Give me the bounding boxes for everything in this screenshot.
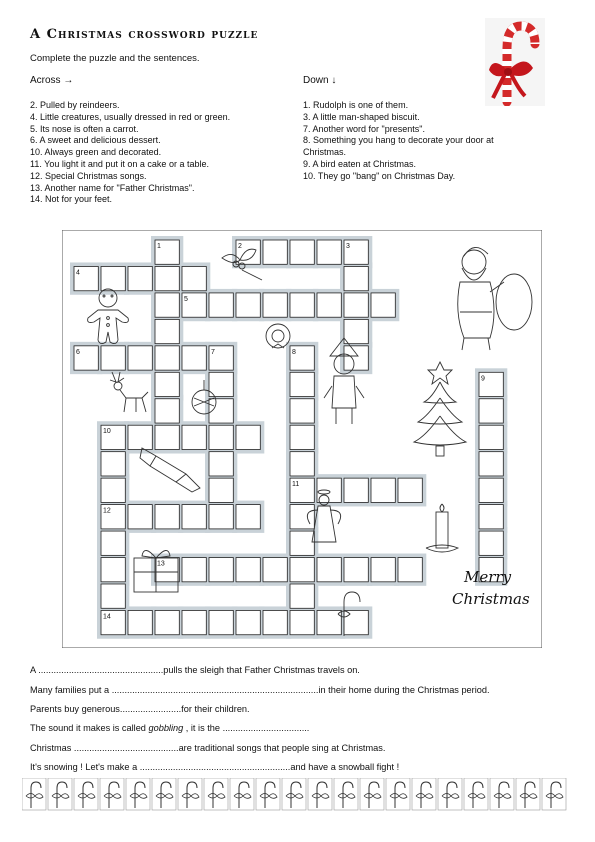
crossword-cell[interactable] [479, 478, 503, 502]
across-clue: 4. Little creatures, usually dressed in red or green. [30, 111, 231, 122]
crossword-cell[interactable] [290, 399, 314, 423]
crossword-cell[interactable] [209, 372, 233, 396]
clue-number: 13 [157, 560, 165, 568]
crossword-cell[interactable] [344, 266, 368, 290]
crossword-cell[interactable] [155, 266, 179, 290]
crossword-cell[interactable] [155, 399, 179, 423]
answer-blank[interactable]: ........................ [119, 704, 182, 714]
crossword-cell[interactable] [344, 346, 368, 370]
crossword-cell[interactable] [209, 558, 233, 582]
clue-number: 6 [76, 348, 80, 356]
candy-cane-icon [490, 778, 514, 810]
clue-number: 11 [292, 481, 300, 489]
candy-cane-icon [485, 18, 545, 106]
crossword-cell[interactable] [290, 372, 314, 396]
crossword-cell[interactable] [155, 505, 179, 529]
across-clue: 10. Always green and decorated. [30, 147, 162, 158]
crossword-cell[interactable] [155, 319, 179, 343]
crossword-cell[interactable] [236, 425, 260, 449]
answer-blank[interactable]: ........................................................... [139, 762, 291, 772]
crossword-cell[interactable] [290, 558, 314, 582]
crossword-cell[interactable] [371, 478, 395, 502]
crossword-cell[interactable] [344, 558, 368, 582]
clue-number: 12 [103, 507, 111, 515]
merry-text: Merry [464, 568, 512, 586]
crossword-cell[interactable] [263, 558, 287, 582]
candy-cane-icon [282, 778, 306, 810]
crossword-cell[interactable] [317, 610, 341, 634]
crossword-cell[interactable] [209, 610, 233, 634]
crossword-cell[interactable] [371, 558, 395, 582]
crossword-cell[interactable] [209, 293, 233, 317]
crossword-cell[interactable] [128, 610, 152, 634]
candy-cane-icon [542, 778, 566, 810]
crossword-cell[interactable] [236, 293, 260, 317]
crossword-cell[interactable] [290, 452, 314, 476]
crossword-cell[interactable] [344, 319, 368, 343]
crossword-cell[interactable] [398, 478, 422, 502]
christmas-text: Christmas [452, 590, 530, 608]
crossword-cell[interactable] [209, 452, 233, 476]
down-clue: 3. A little man-shaped biscuit. [303, 111, 420, 122]
crossword-cell[interactable] [209, 505, 233, 529]
candy-cane-icon [438, 778, 462, 810]
across-clue: 6. A sweet and delicious dessert. [30, 135, 161, 146]
crossword-cell[interactable] [479, 531, 503, 555]
candy-cane-icon [464, 778, 488, 810]
crossword-cell[interactable] [263, 610, 287, 634]
candy-cane-icon [412, 778, 436, 810]
sentence-line: The sound it makes is called gobbling , it is the .................................. [30, 723, 310, 733]
down-heading: Down ↓ [303, 75, 337, 86]
crossword-cell[interactable] [128, 266, 152, 290]
crossword-cell[interactable] [371, 293, 395, 317]
crossword-cell[interactable] [182, 425, 206, 449]
candy-cane-icon [178, 778, 202, 810]
crossword-cell[interactable] [155, 293, 179, 317]
crossword-cell[interactable] [479, 425, 503, 449]
across-clue: 2. Pulled by reindeers. [30, 100, 120, 110]
crossword-cell[interactable] [182, 505, 206, 529]
crossword-cell[interactable] [290, 425, 314, 449]
candy-cane-icon [360, 778, 384, 810]
sentence-line: Christmas .........................................are traditional songs that people sing at Christmas. [30, 743, 386, 753]
crossword-cell[interactable] [128, 346, 152, 370]
candy-cane-icon [256, 778, 280, 810]
across-clue: 12. Special Christmas songs. [30, 170, 147, 181]
candy-cane-icon [386, 778, 410, 810]
sentence-line: Parents buy generous........................for their children. [30, 704, 250, 714]
clue-number: 5 [184, 295, 188, 303]
clue-number: 1 [157, 243, 161, 250]
down-clue: 8. Something you hang to decorate your door at [303, 135, 494, 146]
crossword-cell[interactable] [209, 425, 233, 449]
crossword-cell[interactable] [290, 240, 314, 264]
crossword-cell[interactable] [182, 558, 206, 582]
crossword-cell[interactable] [182, 346, 206, 370]
clue-number: 7 [211, 348, 215, 356]
sentence-line: It's snowing ! Let's make a ...........................................................and have a snowball fight ! [30, 762, 400, 772]
across-clue: 14. Not for your feet. [30, 194, 113, 205]
down-clue: 9. A bird eaten at Christmas. [303, 158, 417, 169]
crossword-cell[interactable] [101, 558, 125, 582]
sentence-line: A .................................................pulls the sleigh that Father Christmas travels on. [30, 665, 360, 675]
instructions: Complete the puzzle and the sentences. [30, 53, 200, 64]
crossword-cell[interactable] [101, 266, 125, 290]
clue-number: 10 [103, 428, 111, 436]
clue-number: 2 [238, 243, 242, 250]
crossword-board [62, 230, 542, 648]
down-clue: 7. Another word for "presents". [303, 123, 425, 134]
across-heading: Across → [30, 75, 74, 86]
crossword-cell[interactable] [263, 293, 287, 317]
crossword-cell[interactable] [290, 505, 314, 529]
crossword-cell[interactable] [479, 505, 503, 529]
crossword-cell[interactable] [236, 558, 260, 582]
crossword-cell[interactable] [101, 478, 125, 502]
crossword-cell[interactable] [317, 293, 341, 317]
candy-cane-icon [204, 778, 228, 810]
crossword-cell[interactable] [101, 584, 125, 608]
crossword-cell[interactable] [155, 610, 179, 634]
crossword-cell[interactable] [182, 610, 206, 634]
crossword-cell[interactable] [101, 346, 125, 370]
candy-cane-icon [308, 778, 332, 810]
crossword-cell[interactable] [290, 584, 314, 608]
crossword-cell[interactable] [128, 425, 152, 449]
answer-blank[interactable]: ................................................................................. [111, 685, 319, 695]
crossword-cell[interactable] [317, 240, 341, 264]
crossword-cell[interactable] [236, 505, 260, 529]
sentence-line: Many families put a .................................................................................in their home during the Christmas period. [30, 685, 490, 695]
answer-blank[interactable]: ......................................... [73, 743, 179, 753]
candy-cane-icon [22, 778, 46, 810]
across-clue: 11. You light it and put it on a cake or a table. [30, 158, 209, 169]
candy-cane-icon [126, 778, 150, 810]
crossword-cell[interactable] [344, 293, 368, 317]
answer-blank[interactable]: .................................. [222, 723, 310, 733]
candy-cane-icon [516, 778, 540, 810]
crossword-cell[interactable] [101, 531, 125, 555]
crossword-cell[interactable] [344, 610, 368, 634]
crossword-cell[interactable] [317, 558, 341, 582]
crossword-cell[interactable] [101, 452, 125, 476]
across-clue-list [30, 100, 230, 206]
clue-number: 9 [481, 375, 485, 383]
down-clue-list [303, 100, 494, 183]
crossword-cell[interactable] [155, 425, 179, 449]
crossword-cell[interactable] [263, 240, 287, 264]
crossword-cell[interactable] [128, 505, 152, 529]
candy-cane-icon [152, 778, 176, 810]
candy-cane-icon [230, 778, 254, 810]
down-clue: 10. They go "bang" on Christmas Day. [303, 170, 456, 181]
crossword-cell[interactable] [398, 558, 422, 582]
across-clue: 13. Another name for "Father Christmas". [30, 182, 195, 193]
crossword-cell[interactable] [479, 452, 503, 476]
down-clue: 1. Rudolph is one of them. [303, 100, 409, 110]
clue-number: 3 [346, 243, 350, 250]
crossword-cell[interactable] [290, 293, 314, 317]
across-clue: 5. Its nose is often a carrot. [30, 123, 139, 134]
candy-cane-icon [74, 778, 98, 810]
crossword-cell[interactable] [209, 478, 233, 502]
clue-number: 8 [292, 348, 296, 356]
crossword-cell[interactable] [290, 610, 314, 634]
candy-cane-border-strip [22, 778, 572, 812]
candy-cane-icon [48, 778, 72, 810]
crossword-cell[interactable] [236, 610, 260, 634]
candy-cane-icon [334, 778, 358, 810]
crossword-cell[interactable] [155, 346, 179, 370]
crossword-cell[interactable] [479, 399, 503, 423]
crossword-cell[interactable] [155, 372, 179, 396]
crossword-cell[interactable] [344, 478, 368, 502]
page-title: A Christmas crossword puzzle [30, 27, 259, 42]
candy-cane-icon [100, 778, 124, 810]
clue-number: 4 [76, 269, 80, 277]
clue-number: 14 [103, 613, 111, 621]
answer-blank[interactable]: ................................................. [38, 665, 164, 675]
down-clue: Christmas. [303, 147, 347, 158]
crossword-cell[interactable] [290, 531, 314, 555]
crossword-cell[interactable] [182, 266, 206, 290]
